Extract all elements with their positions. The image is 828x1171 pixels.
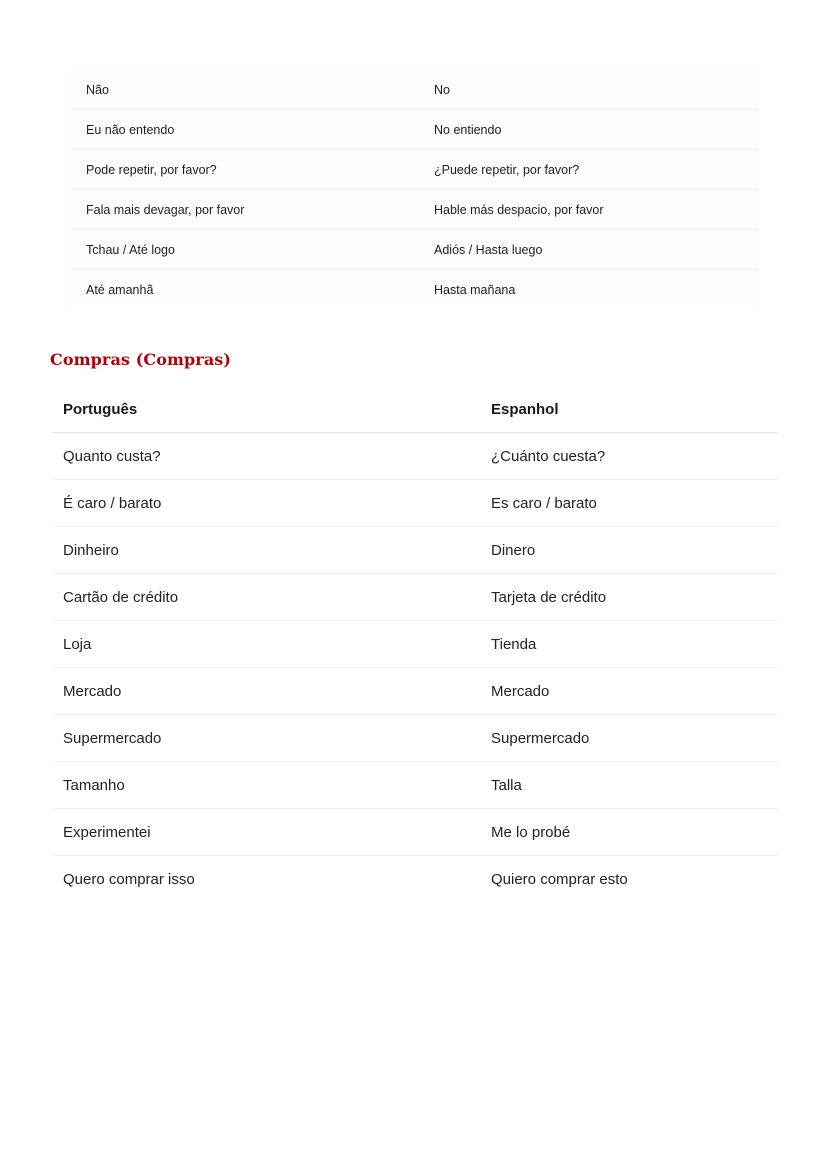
table-row xyxy=(70,150,758,190)
shopping-table xyxy=(52,386,778,902)
table-row xyxy=(70,230,758,270)
portuguese-cell: Quero comprar isso xyxy=(63,870,195,888)
spanish-cell: Supermercado xyxy=(480,715,778,762)
column-header-spanish: Espanhol xyxy=(480,386,778,433)
table-row xyxy=(70,270,758,310)
spanish-cell: Hable más despacio, por favor xyxy=(418,190,758,230)
portuguese-cell: Supermercado xyxy=(52,715,480,762)
portuguese-cell: Eu não entendo xyxy=(70,110,418,150)
spanish-cell: Tienda xyxy=(480,621,778,668)
spanish-cell: Adiós / Hasta luego xyxy=(418,230,758,270)
portuguese-cell: Loja xyxy=(52,621,480,668)
spanish-cell: No xyxy=(418,70,758,110)
table-row xyxy=(52,480,778,527)
table-row xyxy=(52,574,778,621)
table-row xyxy=(52,762,778,809)
table-row xyxy=(70,70,758,110)
portuguese-cell: Não xyxy=(70,70,418,110)
table-row xyxy=(52,527,778,574)
spanish-cell: Hasta mañana xyxy=(434,282,516,297)
portuguese-cell: Dinheiro xyxy=(52,527,480,574)
table-row xyxy=(52,715,778,762)
table-row xyxy=(52,668,778,715)
spanish-cell: Talla xyxy=(480,762,778,809)
spanish-cell: Tarjeta de crédito xyxy=(480,574,778,621)
portuguese-cell: Fala mais devagar, por favor xyxy=(70,190,418,230)
spanish-cell: Dinero xyxy=(480,527,778,574)
table-row xyxy=(52,856,778,903)
spanish-cell: Es caro / barato xyxy=(480,480,778,527)
spanish-cell: Me lo probé xyxy=(480,809,778,856)
table-row xyxy=(70,110,758,150)
spanish-cell: Mercado xyxy=(480,668,778,715)
spanish-cell: Quiero comprar esto xyxy=(491,870,628,888)
portuguese-cell: Pode repetir, por favor? xyxy=(70,150,418,190)
spanish-cell: ¿Puede repetir, por favor? xyxy=(418,150,758,190)
table-row xyxy=(52,621,778,668)
portuguese-cell: Mercado xyxy=(52,668,480,715)
table-row xyxy=(52,809,778,856)
table-header-row xyxy=(52,386,778,433)
portuguese-cell: Experimentei xyxy=(52,809,480,856)
section-heading: Compras (Compras) xyxy=(50,350,232,369)
column-header-portuguese: Português xyxy=(52,386,480,433)
portuguese-cell: É caro / barato xyxy=(52,480,480,527)
spanish-cell: No entiendo xyxy=(418,110,758,150)
portuguese-cell: Tamanho xyxy=(52,762,480,809)
table-row xyxy=(70,190,758,230)
portuguese-cell: Cartão de crédito xyxy=(52,574,480,621)
table-row xyxy=(52,433,778,480)
phrases-table xyxy=(70,70,758,309)
spanish-cell: ¿Cuánto cuesta? xyxy=(480,433,778,480)
portuguese-cell: Até amanhã xyxy=(86,282,154,297)
portuguese-cell: Tchau / Até logo xyxy=(70,230,418,270)
portuguese-cell: Quanto custa? xyxy=(52,433,480,480)
